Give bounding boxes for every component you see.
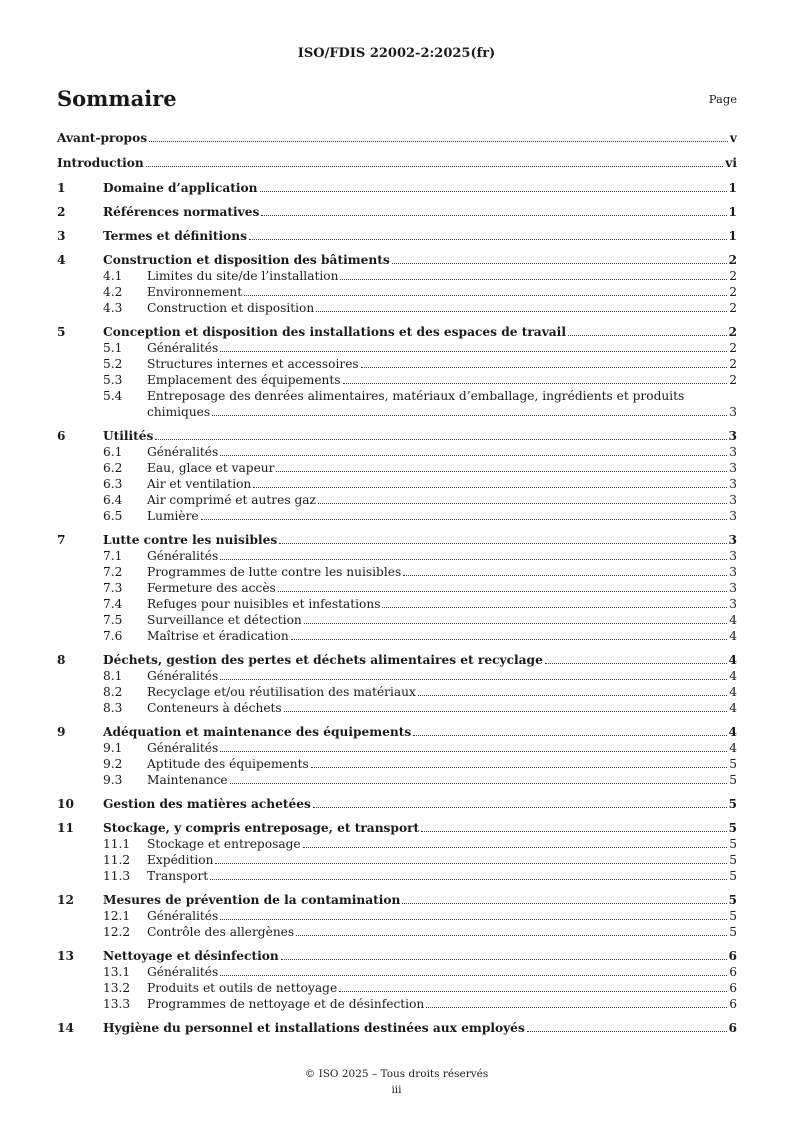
toc-subsection [57,596,737,612]
toc-subsection [57,980,737,996]
toc-entry-line[interactable] [57,740,737,756]
leader-dots [318,503,727,504]
toc-number: 3 [57,229,66,243]
toc-section [57,652,737,668]
toc-page-number: 1 [728,181,737,195]
toc-entry-line[interactable] [57,252,737,268]
toc-number: 6.2 [103,461,123,475]
toc-label: Termes et définitions [103,229,247,243]
toc-entry-line[interactable] [57,996,737,1012]
toc-label: Air comprimé et autres gaz [147,493,316,507]
toc-entry-line[interactable] [57,868,737,884]
toc-entry-line[interactable] [57,476,737,492]
toc-subsection [57,668,737,684]
toc-label: Transport [147,869,209,883]
toc-label: Eau, glace et vapeur [147,461,275,475]
toc-page-number: 5 [728,797,737,811]
toc-number: 14 [57,1021,74,1035]
toc-entry-line[interactable] [57,180,737,196]
leader-dots [340,279,727,280]
toc-entry-line[interactable] [57,684,737,700]
leader-dots [361,367,728,368]
toc-page-number: 3 [729,405,737,419]
toc-label: Hygiène du personnel et installations destinées aux employés [103,1021,525,1035]
toc-subsection [57,612,737,628]
toc-section [57,204,737,220]
toc-page-number: 3 [729,549,737,563]
toc-page-number: 3 [729,493,737,507]
toc-number: 7.3 [103,581,123,595]
leader-dots [527,1031,727,1032]
toc-subsection [57,340,737,356]
toc-entry-line[interactable] [57,532,737,548]
toc-entry-line[interactable] [57,548,737,564]
toc-page-number: 3 [729,581,737,595]
toc-entry-line[interactable] [57,155,737,171]
toc-number: 7.1 [103,549,123,563]
toc-number: 6.3 [103,477,123,491]
toc-number: 4.1 [103,269,123,283]
toc-subsection [57,836,737,852]
toc-page-number: 5 [729,757,737,771]
toc-label: Programmes de lutte contre les nuisibles [147,565,402,579]
leader-dots [278,591,727,592]
toc-entry-line[interactable] [57,268,737,284]
toc-entry-line[interactable] [57,580,737,596]
toc-subsection [57,356,737,372]
toc-entry-line[interactable] [57,820,737,836]
toc-number: 7.5 [103,613,123,627]
toc-number: 1 [57,181,66,195]
toc-label: Air et ventilation [147,477,252,491]
toc-subsection [57,628,737,644]
leader-dots [149,141,728,142]
leader-dots [244,295,727,296]
toc-number: 12.2 [103,925,131,939]
toc-number: 8.3 [103,701,123,715]
toc-subsection [57,388,737,420]
toc-section [57,532,737,548]
toc-page-number: 5 [729,909,737,923]
toc-subsection [57,284,737,300]
toc-subsection [57,460,737,476]
toc-entry-line[interactable] [57,796,737,812]
toc-section [57,948,737,964]
toc-entry-line[interactable] [57,772,737,788]
toc-label: Références normatives [103,205,260,219]
leader-dots [418,695,727,696]
leader-dots [402,903,726,904]
leader-dots [339,991,727,992]
toc-label: Lutte contre les nuisibles [103,533,278,547]
toc-number: 5.4 [103,389,123,403]
toc-page-number: vi [725,156,737,170]
toc-page-number: 4 [729,613,737,627]
toc-page-number: 4 [729,701,737,715]
toc-entry-line[interactable] [57,628,737,644]
toc-subsection [57,684,737,700]
leader-dots [220,919,727,920]
leader-dots [276,471,727,472]
toc-label: Généralités [147,445,219,459]
toc-page-number: 2 [729,269,737,283]
toc-label: Domaine d’application [103,181,258,195]
toc-number: 11.1 [103,837,131,851]
leader-dots [304,623,727,624]
toc-page-number: 2 [729,301,737,315]
leader-dots [220,351,727,352]
toc-label: Conception et disposition des installations et des espaces de travail [103,325,566,339]
leader-dots [212,415,727,416]
toc-label: Maintenance [147,773,228,787]
toc-number: 7 [57,533,66,547]
toc-entry-line[interactable] [57,964,737,980]
toc-subsection [57,300,737,316]
toc-label: Généralités [147,341,219,355]
toc-page-number: 3 [729,509,737,523]
toc-entry-line[interactable] [57,372,737,388]
toc-page-number: 2 [729,373,737,387]
toc-subsection [57,964,737,980]
leader-dots [403,575,727,576]
toc-entry-line[interactable] [57,356,737,372]
toc-section [57,155,737,171]
toc-subsection [57,700,737,716]
toc-label: Stockage et entreposage [147,837,301,851]
toc-entry-line[interactable] [57,892,737,908]
toc-label: Généralités [147,909,219,923]
toc-number: 4 [57,253,66,267]
toc-page-number: 5 [728,821,737,835]
leader-dots [155,439,726,440]
toc-entry-line[interactable] [57,596,737,612]
toc-entry-line[interactable] [57,228,737,244]
toc-entry-line[interactable] [57,652,737,668]
toc-page-number: 3 [729,477,737,491]
copyright-notice: © ISO 2025 – Tous droits réservés [304,1068,489,1080]
toc-number: 2 [57,205,66,219]
toc-page-number: 5 [729,853,737,867]
toc-number: 13.2 [103,981,131,995]
toc-label: Contrôle des allergènes [147,925,295,939]
leader-dots [291,639,728,640]
toc-entry-line[interactable] [57,404,737,420]
toc-page-number: 2 [729,341,737,355]
toc-label: Déchets, gestion des pertes et déchets alimentaires et recyclage [103,653,543,667]
toc-subsection [57,756,737,772]
toc-label: Généralités [147,669,219,683]
toc-page-number: 1 [728,229,737,243]
toc-number: 5.2 [103,357,123,371]
toc-label: Construction et disposition [147,301,315,315]
toc-number: 11.2 [103,853,131,867]
toc-number: 9.2 [103,757,123,771]
leader-dots [253,487,727,488]
toc-entry-line[interactable] [57,852,737,868]
toc-subsection [57,548,737,564]
toc-number: 13.1 [103,965,131,979]
toc-section [57,180,737,196]
page-column-label: Page [708,92,737,106]
toc-page-number: 2 [729,357,737,371]
toc-page-number: 3 [729,461,737,475]
toc-entry-line[interactable] [57,460,737,476]
toc-subsection [57,580,737,596]
toc-label: Limites du site/de l’installation [147,269,339,283]
title-row [57,86,737,112]
toc-section [57,820,737,836]
toc-number: 9.1 [103,741,123,755]
page-title: Sommaire [57,86,177,111]
leader-dots [426,1007,727,1008]
toc-label: Généralités [147,549,219,563]
toc-label: Mesures de prévention de la contamination [103,893,401,907]
toc-section [57,228,737,244]
toc-subsection [57,476,737,492]
toc-section [57,724,737,740]
toc-entry-line[interactable] [57,700,737,716]
toc-label: Environnement [147,285,243,299]
toc-entry-line[interactable] [57,564,737,580]
toc-entry-line[interactable] [57,508,737,524]
toc-label: Nettoyage et désinfection [103,949,279,963]
toc-subsection [57,852,737,868]
toc-entry-line[interactable] [57,492,737,508]
toc-number: 10 [57,797,74,811]
leader-dots [343,383,728,384]
toc-page-number: 5 [728,893,737,907]
toc-page-number: 6 [729,997,737,1011]
toc-number: 6 [57,429,66,443]
toc-entry-line[interactable] [57,908,737,924]
toc-section [57,130,737,146]
toc-entry-line[interactable] [57,948,737,964]
toc-page-number: 4 [728,653,737,667]
footer [0,1066,793,1098]
toc-label: Produits et outils de nettoyage [147,981,338,995]
toc-label: Gestion des matières achetées [103,797,311,811]
toc-subsection [57,924,737,940]
toc-label: Généralités [147,741,219,755]
toc-page-number: 6 [729,981,737,995]
leader-dots [146,166,723,167]
toc-number: 8 [57,653,66,667]
toc-label: Fermeture des accès [147,581,276,595]
leader-dots [260,191,727,192]
toc-entry-line[interactable] [57,130,737,146]
toc-entry-line[interactable] [57,204,737,220]
leader-dots [201,519,728,520]
toc-page-number: 4 [729,669,737,683]
toc-label: Recyclage et/ou réutilisation des matériaux [147,685,416,699]
toc-page-number: 3 [729,565,737,579]
toc-label: Emplacement des équipements [147,373,341,387]
toc-label: Entreposage des denrées alimentaires, matériaux d’emballage, ingrédients et produits [147,389,685,403]
toc-label: Refuges pour nuisibles et infestations [147,597,381,611]
toc-page-number: 5 [729,837,737,851]
toc-entry-line[interactable] [57,756,737,772]
toc-page-number: 5 [729,925,737,939]
leader-dots [261,215,726,216]
toc-label: Introduction [57,156,144,170]
toc-label: Construction et disposition des bâtiments [103,253,390,267]
leader-dots [545,663,727,664]
leader-dots [413,735,726,736]
toc-number: 12 [57,893,74,907]
toc-page-number: 6 [728,1021,737,1035]
leader-dots [279,543,726,544]
document-id: ISO/FDIS 22002-2:2025(fr) [297,46,496,61]
toc-number: 7.4 [103,597,123,611]
toc-section [57,892,737,908]
toc-label: Généralités [147,965,219,979]
toc-label: Utilités [103,429,154,443]
toc-page-number: 5 [729,869,737,883]
toc-label: Programmes de nettoyage et de désinfection [147,997,425,1011]
leader-dots [296,935,727,936]
toc-section [57,1020,737,1036]
leader-dots [382,607,727,608]
toc-entry-line[interactable] [57,324,737,340]
toc-page-number: 6 [728,949,737,963]
leader-dots [220,455,727,456]
toc-number: 8.2 [103,685,123,699]
toc-page-number: 3 [728,429,737,443]
toc-label: Expédition [147,853,214,867]
toc-label: Maîtrise et éradication [147,629,289,643]
toc-number: 12.1 [103,909,131,923]
toc-number: 5.3 [103,373,123,387]
toc-entry-line[interactable] [57,388,737,404]
toc-subsection [57,268,737,284]
toc-entry-line[interactable] [57,836,737,852]
toc-page-number: v [729,131,737,145]
toc-label: Stockage, y compris entreposage, et transport [103,821,420,835]
table-of-contents [57,130,737,1036]
leader-dots [220,751,727,752]
toc-label: Adéquation et maintenance des équipements [103,725,412,739]
toc-entry-line[interactable] [57,724,737,740]
toc-number: 5 [57,325,66,339]
toc-number: 6.5 [103,509,123,523]
leader-dots [220,559,727,560]
leader-dots [220,679,727,680]
toc-label-continued: chimiques [147,405,211,419]
toc-subsection [57,868,737,884]
leader-dots [392,263,727,264]
toc-page-number: 2 [728,325,737,339]
toc-page-number: 4 [729,629,737,643]
toc-entry-line[interactable] [57,612,737,628]
toc-subsection [57,996,737,1012]
toc-number: 6.1 [103,445,123,459]
toc-number: 6.4 [103,493,123,507]
toc-entry-line[interactable] [57,300,737,316]
leader-dots [230,783,728,784]
toc-page-number: 3 [729,445,737,459]
leader-dots [568,335,727,336]
toc-number: 4.2 [103,285,123,299]
toc-page-number: 2 [729,285,737,299]
leader-dots [316,311,727,312]
leader-dots [215,863,727,864]
toc-number: 9.3 [103,773,123,787]
leader-dots [313,807,727,808]
leader-dots [210,879,727,880]
toc-section [57,428,737,444]
toc-number: 4.3 [103,301,123,315]
toc-page-number: 3 [728,533,737,547]
toc-number: 8.1 [103,669,123,683]
leader-dots [249,239,727,240]
leader-dots [303,847,728,848]
toc-subsection [57,564,737,580]
toc-page-number: 4 [728,725,737,739]
toc-subsection [57,772,737,788]
toc-entry-line[interactable] [57,428,737,444]
leader-dots [421,831,726,832]
toc-page-number: 2 [728,253,737,267]
toc-page-number: 3 [729,597,737,611]
leader-dots [311,767,728,768]
page-number: iii [391,1084,402,1096]
toc-entry-line[interactable] [57,1020,737,1036]
toc-label: Avant-propos [57,131,148,145]
toc-subsection [57,492,737,508]
toc-entry-line[interactable] [57,980,737,996]
toc-page-number: 1 [728,205,737,219]
toc-number: 11 [57,821,74,835]
toc-number: 13.3 [103,997,131,1011]
toc-label: Surveillance et détection [147,613,302,627]
toc-page-number: 4 [729,685,737,699]
toc-number: 13 [57,949,74,963]
toc-page-number: 5 [729,773,737,787]
leader-dots [220,975,727,976]
toc-entry-line[interactable] [57,668,737,684]
toc-number: 7.2 [103,565,123,579]
toc-subsection [57,740,737,756]
toc-page-number: 6 [729,965,737,979]
toc-number: 9 [57,725,66,739]
toc-number: 5.1 [103,341,123,355]
leader-dots [281,959,727,960]
toc-number: 7.6 [103,629,123,643]
toc-entry-line[interactable] [57,284,737,300]
toc-subsection [57,372,737,388]
toc-section [57,252,737,268]
leader-dots [284,711,728,712]
toc-label: Structures internes et accessoires [147,357,359,371]
toc-label: Aptitude des équipements [147,757,309,771]
toc-entry-line[interactable] [57,340,737,356]
toc-entry-line[interactable] [57,924,737,940]
toc-subsection [57,508,737,524]
toc-number: 11.3 [103,869,131,883]
toc-subsection [57,444,737,460]
toc-label: Lumière [147,509,199,523]
toc-page-number: 4 [729,741,737,755]
toc-section [57,324,737,340]
toc-entry-line[interactable] [57,444,737,460]
toc-section [57,796,737,812]
toc-label: Conteneurs à déchets [147,701,282,715]
toc-subsection [57,908,737,924]
